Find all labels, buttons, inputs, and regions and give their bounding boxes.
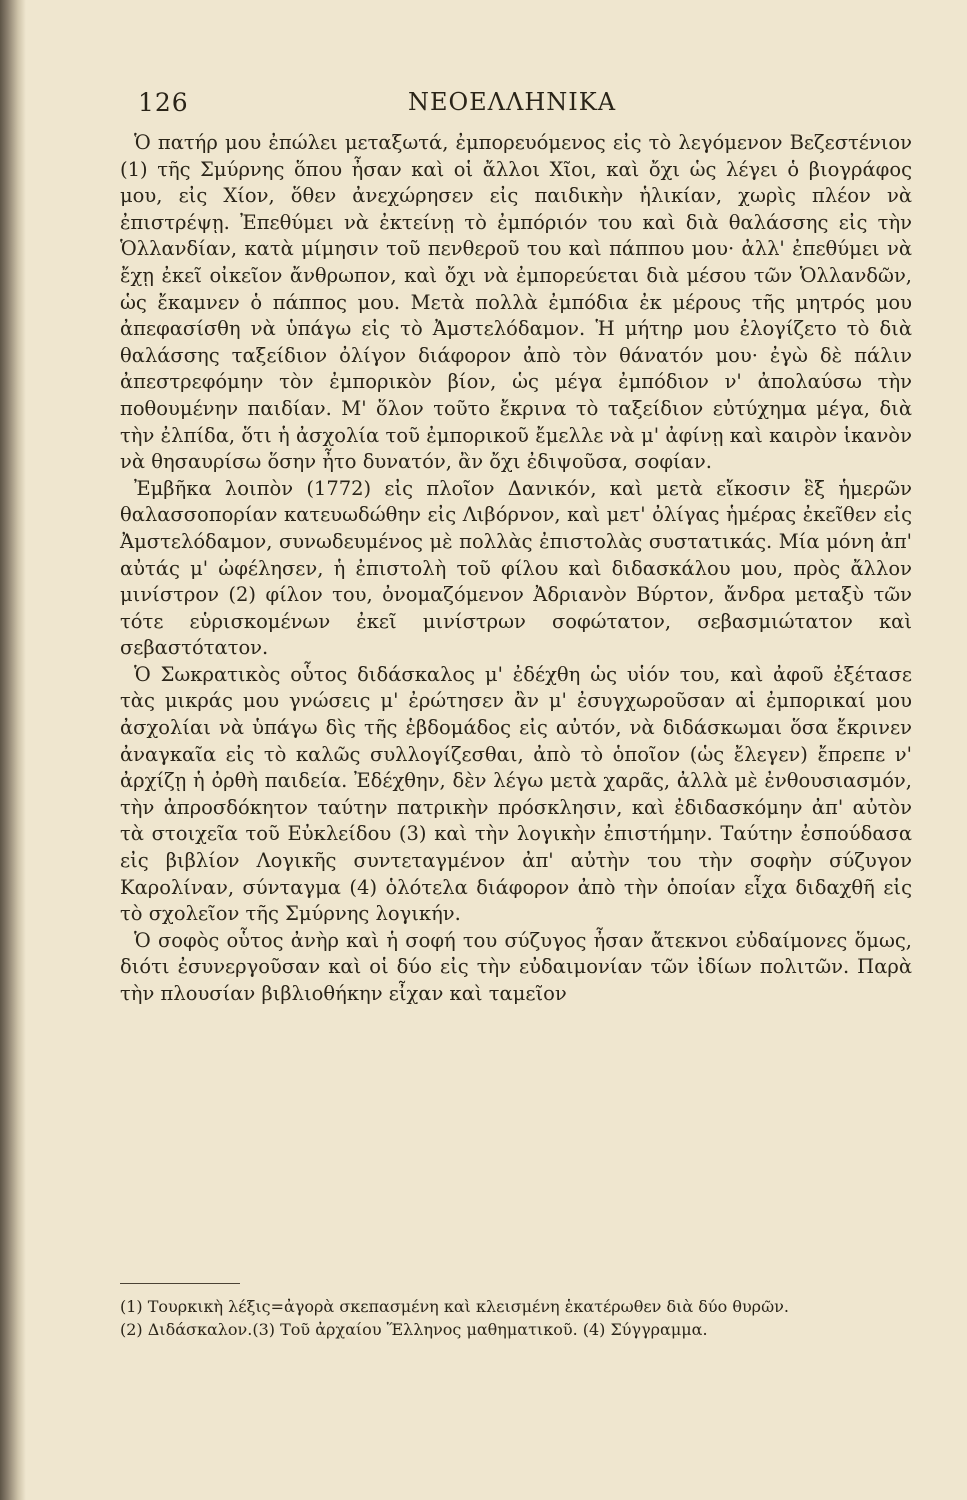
paragraph: Ὁ σοφὸς οὗτος ἀνὴρ καὶ ἡ σοφή του σύζυγος ἦσαν ἄτεκνοι εὐδαίμονες ὅμως, διότι ἐσυνεργοῦσαν καὶ οἱ δύο εἰς τὴν εὐδαιμονίαν τῶν ἰδίων πολιτῶν. Παρὰ τὴν πλουσίαν βιβλιοθήκην εἶχαν καὶ ταμεῖον [120, 928, 912, 1005]
paragraph: Ὁ Σωκρατικὸς οὗτος διδάσκαλος μ' ἐδέχθη ὡς υἱόν του, καὶ ἀφοῦ ἐξέτασε τὰς μικράς μου γνώσεις μ' ἐρώτησεν ἂν μ' ἐσυγχωροῦσαν αἱ ἐμπορικαί μου ἀσχολίαι νὰ ὑπάγω δὶς τῆς ἑβδομάδος εἰς αὐτόν, νὰ διδάσκωμαι ὅσα ἔκρινεν ἀναγκαῖα εἰς τὸ καλῶς συλλογίζεσθαι, ἀπὸ τὸ ὁποῖον (ὡς ἔλεγεν) ἔπρεπε ν' ἀρχίζῃ ἡ ὀρθὴ παιδεία. Ἐδέχθην, δὲν λέγω μετὰ χαρᾶς, ἀλλὰ μὲ ἐνθουσιασμόν, τὴν ἀπροσδόκητον ταύτην πατρικὴν πρόσκλησιν, καὶ ἐδιδασκόμην ἀπ' αὐτὸν τὰ στοιχεῖα τοῦ Εὐκλείδου (3) καὶ τὴν λογικὴν ἐπιστήμην. Ταύτην ἐσπούδασα εἰς βιβλίον Λογικῆς συντεταγμένον ἀπ' αὐτὴν του τὴν σοφὴν σύζυγον Καρολίναν, σύνταγμα (4) ὁλότελα διάφορον ἀπὸ τὴν ὁποίαν εἶχα διδαχθῆ εἰς τὸ σχολεῖον τῆς Σμύρνης λογικήν. [120, 662, 912, 926]
running-head [100, 88, 924, 122]
page-number: 126 [138, 88, 189, 117]
footnotes [120, 1296, 912, 1341]
paragraph: Ἐμβῆκα λοιπὸν (1772) εἰς πλοῖον Δανικόν, καὶ μετὰ εἴκοσιν ἓξ ἡμερῶν θαλασσοπορίαν κατευωδώθην εἰς Λιβόρνον, καὶ μετ' ὀλίγας ἡμέρας ἐκεῖθεν εἰς Ἀμστελόδαμον, συνωδευμένος μὲ πολλὰς ἐπιστολὰς συστατικάς. Μία μόνη ἀπ' αὐτάς μ' ὠφέλησεν, ἡ ἐπιστολὴ τοῦ φίλου καὶ διδασκάλου μου, πρὸς ἄλλον μινίστρον (2) φίλον του, ὀνομαζόμενον Ἀδριανὸν Βύρτον, ἄνδρα μεταξὺ τῶν τότε εὑρισκομένων ἐκεῖ μινίστρων σοφώτατον, σεβασμιώτατον καὶ σεβαστότατον. [120, 476, 912, 660]
paragraph: Ὁ πατήρ μου ἐπώλει μεταξωτά, ἐμπορευόμενος εἰς τὸ λεγόμενον Βεζεστένιον (1) τῆς Σμύρνης ὅπου ἦσαν καὶ οἱ ἄλλοι Χῖοι, καὶ ὄχι ὡς λέγει ὁ βιογράφος μου, εἰς Χίον, ὅθεν ἀνεχώρησεν εἰς παιδικὴν ἡλικίαν, χωρὶς πλέον νὰ ἐπιστρέψῃ. Ἐπεθύμει νὰ ἐκτείνῃ τὸ ἐμπόριόν του καὶ διὰ θαλάσσης εἰς τὴν Ὁλλανδίαν, κατὰ μίμησιν τοῦ πενθεροῦ του καὶ πάππου μου· ἀλλ' ἐπεθύμει νὰ ἔχῃ ἐκεῖ οἰκεῖον ἄνθρωπον, καὶ ὄχι νὰ ἐμπορεύεται διὰ μέσου τῶν Ὁλλανδῶν, ὡς ἔκαμνεν ὁ πάππος μου. Μετὰ πολλὰ ἐμπόδια ἐκ μέρους τῆς μητρός μου ἀπεφασίσθη νὰ ὑπάγω εἰς τὸ Ἀμστελόδαμον. Ἡ μήτηρ μου ἐλογίζετο τὸ διὰ θαλάσσης ταξείδιον ὀλίγον διάφορον ἀπὸ τὸν θάνατόν μου· ἐγὼ δὲ πάλιν ἀπεστρεφόμην τὸν ἐμπορικὸν βίον, ὡς μέγα ἐμπόδιον ν' ἀπολαύσω τὴν ποθουμένην παιδίαν. Μ' ὅλον τοῦτο ἔκρινα τὸ ταξείδιον εὐτύχημα μέγα, διὰ τὴν ἐλπίδα, ὅτι ἡ ἀσχολία τοῦ ἐμπορικοῦ ἔμελλε νὰ μ' ἀφίνῃ καὶ καιρὸν ἱκανὸν νὰ θησαυρίσω ὅσην ἦτο δυνατόν, ἂν ὄχι ἐδιψοῦσα, σοφίαν. [120, 131, 912, 474]
footnote: (1) Τουρκικὴ λέξις=ἀγορὰ σκεπασμένη καὶ κλεισμένη ἑκατέρωθεν διὰ δύο θυρῶν. [120, 1297, 789, 1316]
footnote: (2) Διδάσκαλον.(3) Τοῦ ἀρχαίου Ἕλληνος μαθηματικοῦ. (4) Σύγγραμμα. [120, 1319, 708, 1339]
book-page [100, 0, 924, 1500]
running-title: ΝΕΟΕΛΛΗΝΙΚΑ [407, 88, 617, 116]
book-gutter-shadow [0, 0, 26, 1500]
body-text [120, 130, 912, 1008]
footnote-divider [120, 1283, 240, 1284]
